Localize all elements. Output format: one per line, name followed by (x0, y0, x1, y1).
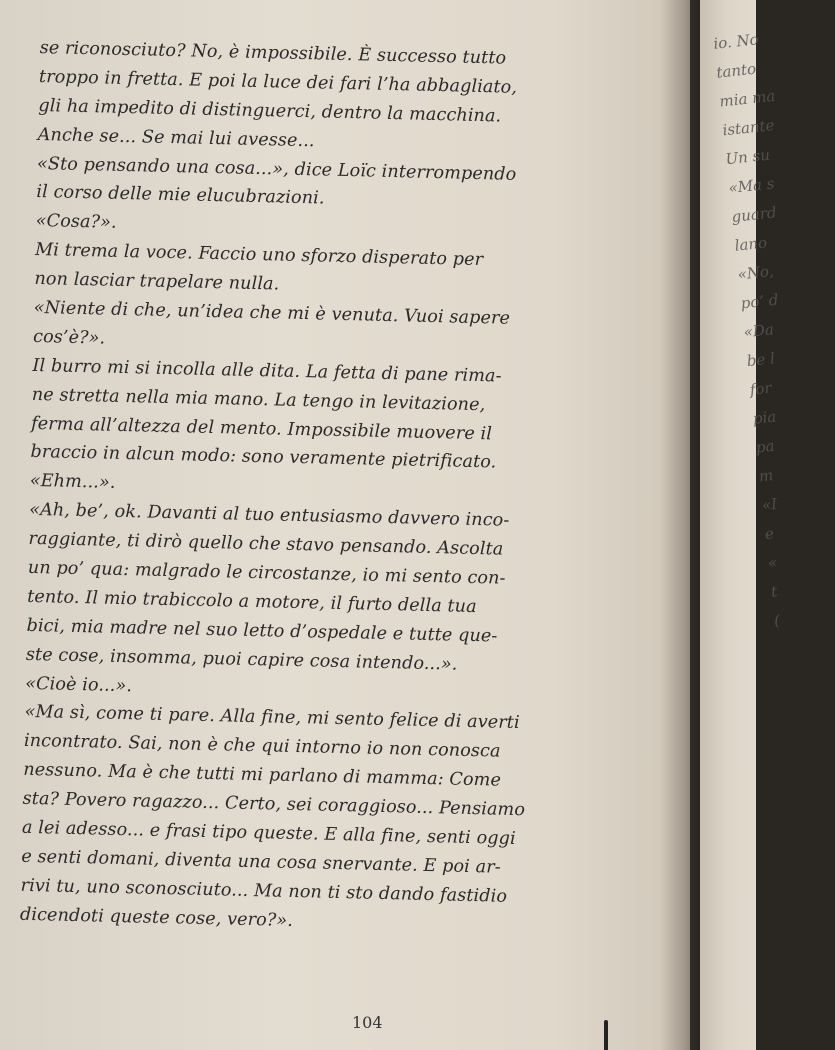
text-line: sta? Povero ragazzo... Certo, sei coraggioso... Pensiamo (22, 788, 526, 821)
text-line: «Cioè io...». (25, 673, 133, 696)
text-line: gli ha impedito di distinguerci, dentro la macchina. (38, 95, 502, 127)
text-line: se riconosciuto? No, è impossibile. È successo tutto (39, 37, 507, 69)
right-page-fragment: for (748, 378, 773, 399)
left-page-text (20, 34, 680, 944)
bookmark-ribbon (604, 1020, 608, 1050)
text-line: il corso delle mie elucubrazioni. (36, 182, 325, 209)
text-line: tento. Il mio trabiccolo a motore, il furto della tua (27, 586, 477, 617)
text-line: «Ma sì, come ti pare. Alla fine, mi sento felice di averti (24, 702, 520, 734)
right-page-fragment: e (764, 524, 775, 544)
text-line: troppo in fretta. E poi la luce dei fari l’ha abbagliato, (38, 66, 518, 98)
text-line: ferma all’altezza del mento. Impossibile muovere il (30, 413, 493, 444)
right-page-fragment: t (770, 582, 778, 601)
right-page-fragment: «Da (742, 320, 775, 342)
right-page-fragment: «I (761, 494, 778, 515)
text-line: «Niente di che, un’idea che mi è venuta. Vuoi sapere (33, 297, 511, 329)
text-line: «Cosa?». (35, 211, 117, 234)
text-line: braccio in alcun modo: sono veramente pietrificato. (30, 442, 497, 473)
right-page-fragment: ( (773, 611, 781, 630)
text-line: bici, mia madre nel suo letto d’ospedale e tutte que- (26, 615, 498, 647)
text-line: Anche se... Se mai lui avesse... (37, 124, 315, 151)
text-line: a lei adesso... e frasi tipo queste. E alla fine, senti oggi (21, 817, 516, 850)
text-line: cos’è?». (32, 326, 106, 349)
text-line: raggiante, ti dirò quello che stavo pensando. Ascolta (28, 529, 504, 560)
text-line: non lasciar trapelare nulla. (34, 269, 280, 295)
page-number: 104 (352, 1013, 383, 1032)
right-page-fragment: mia ma (718, 86, 777, 111)
right-page-fragment: po’ d (739, 290, 780, 313)
right-page-fragment: m (757, 466, 775, 486)
text-line: incontrato. Sai, non è che qui intorno io non conosca (23, 731, 501, 763)
text-line: «Ehm...». (29, 471, 116, 494)
right-page-fragment: pa (754, 436, 776, 457)
text-line: un po’ qua: malgrado le circostanze, io mi sento con- (27, 557, 506, 589)
right-page-fragment: Un su (724, 145, 771, 169)
right-page-fragment: guard (730, 203, 778, 226)
text-line: Il burro mi si incolla alle dita. La fetta di pane rima- (32, 355, 502, 387)
right-page-fragment: istante (721, 116, 776, 140)
text-line: Mi trema la voce. Faccio uno sforzo disperato per (34, 240, 484, 271)
text-line: ne stretta nella mia mano. La tengo in levitazione, (31, 384, 486, 415)
text-line: e senti domani, diventa una cosa snervante. E poi ar- (21, 846, 501, 878)
right-page-fragment: io. No (712, 30, 760, 53)
right-page-fragment: « (767, 553, 779, 573)
right-page-fragment: pia (751, 407, 778, 428)
right-page-fragment: lano (733, 233, 768, 255)
text-line: «Ah, be’, ok. Davanti al tuo entusiasmo davvero inco- (28, 500, 510, 532)
right-page-fragment: «No, (736, 261, 775, 284)
right-page-fragment: «Ma s (727, 174, 776, 198)
right-page-fragment: tanto (715, 59, 757, 82)
text-line: nessuno. Ma è che tutti mi parlano di mamma: Come (23, 760, 502, 791)
text-line: dicendoti queste cose, vero?». (19, 904, 294, 931)
text-line: ste cose, insomma, puoi capire cosa intendo...». (25, 644, 458, 675)
text-line: «Sto pensando una cosa...», dice Loïc interrompendo (36, 153, 517, 185)
right-page-fragment: be l (745, 349, 776, 371)
text-line: rivi tu, uno sconosciuto... Ma non ti sto dando fastidio (20, 875, 508, 907)
